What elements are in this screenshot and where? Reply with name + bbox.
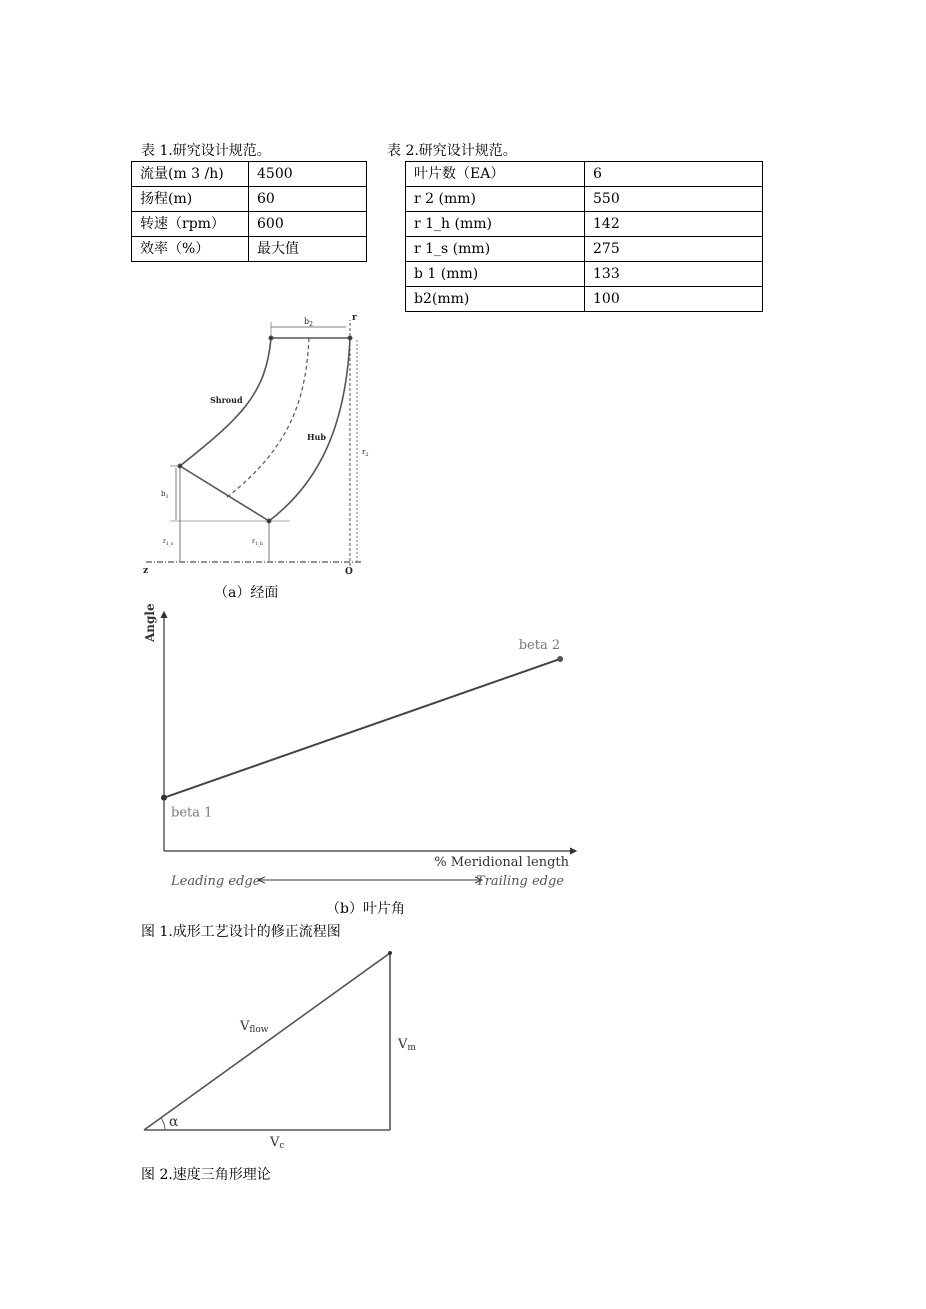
table2-label-cell: r 2 (mm) — [406, 187, 585, 212]
beta2-label: beta 2 — [518, 637, 561, 653]
corner-point — [348, 336, 352, 340]
table1-label-cell: 效率（%） — [132, 237, 249, 262]
r1s-label: $r_{1\_s}$ — [163, 538, 174, 547]
corner-point — [269, 336, 273, 340]
velocity-triangle — [144, 951, 392, 1130]
r1h-label: $r_{1\_h}$ — [252, 538, 263, 547]
trailing-edge-label: Trailing edge — [476, 874, 564, 889]
chart-x-label: % Meridional length — [434, 855, 569, 870]
table2-label-cell: r 1_s (mm) — [406, 237, 585, 262]
table1-value-cell: 最大值 — [249, 237, 367, 262]
table1-label-cell: 转速（rpm） — [132, 212, 249, 237]
table1-value-cell: 4500 — [249, 162, 367, 187]
r-axis-label: r — [352, 313, 357, 323]
fig-a-caption: （a）经面 — [214, 585, 279, 601]
b2-label: $b_2$ — [304, 317, 313, 328]
blade-angle-chart — [143, 603, 576, 889]
table2-value-cell: 142 — [585, 212, 763, 237]
leading-edge-line — [180, 466, 269, 521]
hub-curve — [269, 338, 350, 521]
chart-y-label: Angle — [143, 603, 157, 642]
table1-label-cell: 流量(m 3 /h) — [132, 162, 249, 187]
blade-angle-line — [164, 659, 560, 798]
table2-label-cell: b 1 (mm) — [406, 262, 585, 287]
fig-b-caption: （b）叶片角 — [326, 901, 405, 917]
alpha-label: α — [169, 1114, 179, 1130]
origin-label: O — [345, 567, 353, 577]
table1-label-cell: 扬程(m) — [132, 187, 249, 212]
z-axis-label: z — [143, 566, 149, 576]
r2-label: $r_2$ — [362, 448, 369, 458]
fig2-caption: 图 2.速度三角形理论 — [141, 1167, 271, 1183]
v-m-label: Vm — [398, 1037, 416, 1053]
table2-value-cell: 550 — [585, 187, 763, 212]
table2-value-cell: 6 — [585, 162, 763, 187]
beta2-point — [557, 656, 563, 662]
corner-point — [267, 519, 271, 523]
table2-value-cell: 275 — [585, 237, 763, 262]
leading-edge-label: Leading edge — [171, 874, 261, 889]
table2-label-cell: r 1_h (mm) — [406, 212, 585, 237]
alpha-arc — [161, 1118, 165, 1130]
beta1-point — [161, 795, 167, 801]
meridional-labels — [143, 313, 369, 577]
table1-value-cell: 60 — [249, 187, 367, 212]
v-flow-label: Vflow — [240, 1019, 269, 1035]
v-c-label: Vc — [270, 1135, 285, 1151]
table1-caption: 表 1.研究设计规范。 — [141, 143, 271, 159]
hub-label: Hub — [307, 432, 326, 442]
table2-label-cell: 叶片数（EA） — [406, 162, 585, 187]
v-flow-side — [144, 953, 390, 1130]
table2-label-cell: b2(mm) — [406, 287, 585, 312]
beta1-label: beta 1 — [171, 805, 213, 821]
meridional-diagram — [146, 320, 362, 566]
table2-value-cell: 133 — [585, 262, 763, 287]
shroud-label: Shroud — [210, 395, 243, 405]
b1-label: $b_1$ — [161, 490, 169, 500]
table2-caption: 表 2.研究设计规范。 — [387, 143, 517, 159]
table1-value-cell: 600 — [249, 212, 367, 237]
corner-point — [178, 464, 182, 468]
fig1-caption: 图 1.成形工艺设计的修正流程图 — [141, 924, 341, 940]
table2-value-cell: 100 — [585, 287, 763, 312]
